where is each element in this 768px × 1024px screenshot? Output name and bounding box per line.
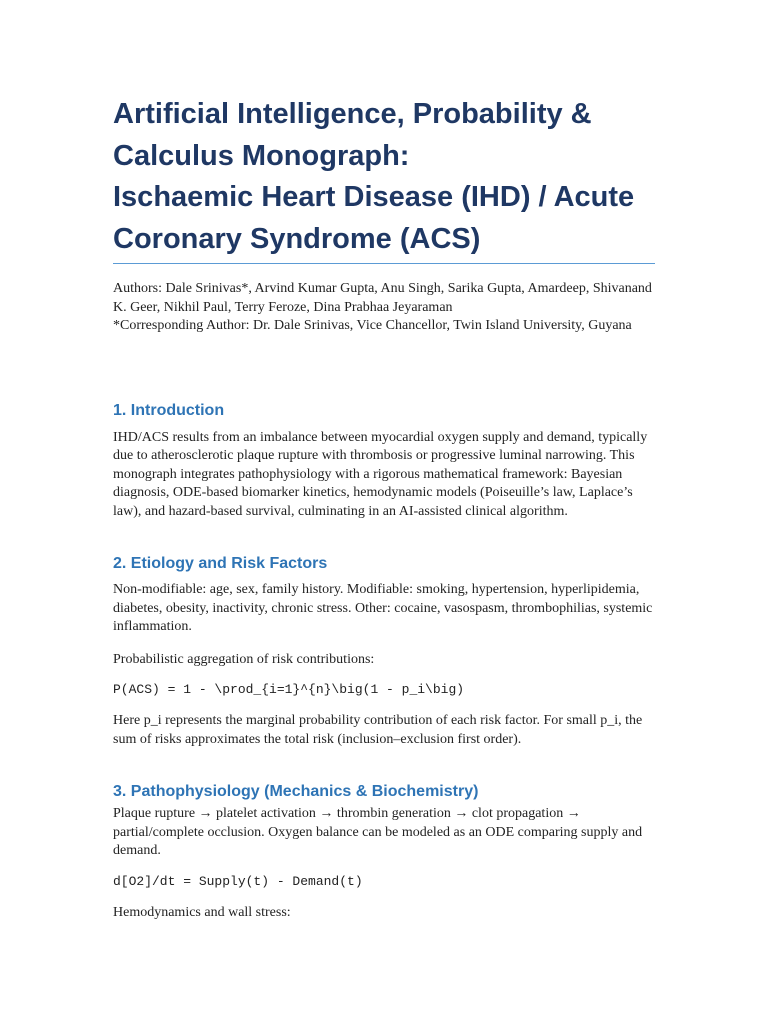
authors-block [113, 280, 655, 336]
section-introduction [113, 400, 655, 522]
paragraph: IHD/ACS results from an imbalance between myocardial oxygen supply and demand, typically due to atherosclerotic plaque rupture with thrombosis or progressive luminal narrowing. This monograph integrates pathophysiology with a rigorous mathematical framework: Bayesian diagnosis, ODE-based biomarker kinetics, hemodynamic models (Poiseuille’s law, Laplace’s law), and hazard-based survival, culminating in an AI-assisted clinical algorithm. [113, 429, 648, 519]
paragraph: Probabilistic aggregation of risk contributions: [113, 651, 375, 667]
paragraph: Non-modifiable: age, sex, family history. Modifiable: smoking, hypertension, hyperlipidemia, diabetes, obesity, inactivity, chronic stress. Other: cocaine, vasospasm, thrombophilias, systemic inflammation. [113, 582, 653, 634]
title-line: Artificial Intelligence, Probability & [113, 98, 592, 130]
corresponding-author: *Corresponding Author: Dr. Dale Srinivas, Vice Chancellor, Twin Island University, Guyana [113, 318, 632, 333]
paragraph: Hemodynamics and wall stress: [113, 904, 291, 920]
document-title [113, 94, 655, 264]
paragraph: Here p_i represents the marginal probability contribution of each risk factor. For small p_i, the sum of risks approximates the total risk (inclusion–exclusion first order). [113, 713, 643, 747]
authors-list: Authors: Dale Srinivas*, Arvind Kumar Gupta, Anu Singh, Sarika Gupta, Amardeep, Shivanand K. Geer, Nikhil Paul, Terry Feroze, Dina Prabhaa Jeyaraman [113, 281, 652, 315]
title-line: Coronary Syndrome (ACS) [113, 222, 481, 255]
paragraph: Plaque rupture → platelet activation → thrombin generation → clot propagation → partial/complete occlusion. Oxygen balance can be modeled as an ODE comparing supply and demand. [113, 806, 643, 858]
section-etiology [113, 553, 655, 749]
title-line: Calculus Monograph: [113, 139, 410, 172]
section-heading: 2. Etiology and Risk Factors [113, 555, 328, 572]
section-pathophysiology [113, 781, 655, 922]
formula: d[O2]/dt = Supply(t) - Demand(t) [113, 873, 363, 889]
section-heading: 3. Pathophysiology (Mechanics & Biochemistry) [113, 783, 479, 800]
section-heading: 1. Introduction [113, 401, 225, 419]
document-content [113, 94, 655, 922]
formula: P(ACS) = 1 - \prod_{i=1}^{n}\big(1 - p_i\big) [113, 682, 465, 697]
title-line: Ischaemic Heart Disease (IHD) / Acute [113, 181, 635, 213]
